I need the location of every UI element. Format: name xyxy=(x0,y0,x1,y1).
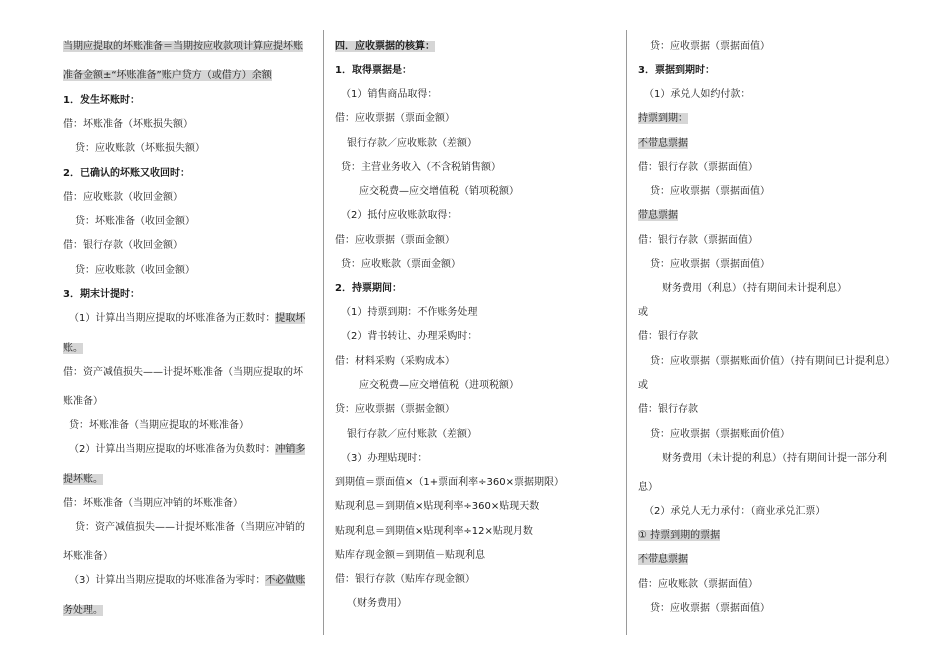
text-line xyxy=(638,481,658,494)
text-line xyxy=(335,209,457,222)
text-span: 贷：应收账款（坏账损失额） xyxy=(75,143,205,154)
text-line xyxy=(335,525,533,538)
text-line xyxy=(638,330,698,343)
text-line xyxy=(63,118,193,131)
text-span: 财务费用（利息）（持有期间未计提利息） xyxy=(662,283,847,294)
highlighted-text: 不带息票据 xyxy=(638,138,688,149)
column-divider xyxy=(626,30,627,635)
text-line xyxy=(638,40,770,53)
text-line xyxy=(638,355,895,368)
text-line xyxy=(63,312,305,325)
highlighted-text: 提取坏 xyxy=(275,313,306,324)
highlighted-text: 不必做账 xyxy=(265,575,306,586)
text-span: 应交税费—应交增值税（销项税额） xyxy=(359,186,519,197)
text-line xyxy=(335,306,477,319)
text-line xyxy=(638,64,715,77)
section-heading: 1．取得票据是： xyxy=(335,65,412,76)
text-span: （1）持票到期：不作账务处理 xyxy=(341,307,478,318)
section-heading: 1．发生坏账时： xyxy=(63,95,140,106)
text-span: 贷：应收账款（收回金额） xyxy=(75,265,195,276)
text-span: 借：应收账款（收回金额） xyxy=(63,192,183,203)
text-span: 银行存款／应收账款（差额） xyxy=(347,138,477,149)
section-heading: 2．已确认的坏账又收回时： xyxy=(63,168,190,179)
text-line xyxy=(335,112,455,125)
text-line xyxy=(638,529,720,542)
section-heading: 3．期末计提时： xyxy=(63,289,140,300)
text-span: （2）抵付应收账款取得： xyxy=(341,210,458,221)
text-line xyxy=(63,288,140,301)
text-line xyxy=(638,112,688,125)
text-span: 贴库存现金额＝到期值－贴现利息 xyxy=(335,550,485,561)
text-line xyxy=(335,161,501,174)
text-line xyxy=(63,142,205,155)
text-line xyxy=(335,428,477,441)
text-span: 借：银行存款（票据面值） xyxy=(638,162,758,173)
text-span: （3）计算出当期应提取的坏账准备为零时： xyxy=(69,575,266,586)
highlighted-text: 当期应提取的坏账准备＝当期按应收款项计算应提坏账 xyxy=(63,41,303,52)
text-line xyxy=(638,258,770,271)
text-span: 贴现利息＝到期值×贴现利率÷360×贴现天数 xyxy=(335,501,540,512)
text-span: 借：应收票据（票面金额） xyxy=(335,235,455,246)
text-line xyxy=(335,185,519,198)
text-line xyxy=(63,419,249,432)
text-line xyxy=(63,215,195,228)
text-line xyxy=(63,264,195,277)
highlighted-text: 带息票据 xyxy=(638,210,678,221)
text-span: 借：资产减值损失——计提坏账准备（当期应提取的坏 xyxy=(63,367,303,378)
text-line xyxy=(638,185,770,198)
text-line xyxy=(638,428,790,441)
text-span: 或 xyxy=(638,380,648,391)
text-line xyxy=(335,573,475,586)
text-span: 或 xyxy=(638,307,648,318)
text-line xyxy=(335,234,455,247)
text-span: （1）计算出当期应提取的坏账准备为正数时： xyxy=(69,313,276,324)
text-span: 应交税费—应交增值税（进项税额） xyxy=(359,380,519,391)
text-line xyxy=(335,597,407,610)
text-line xyxy=(335,40,435,53)
text-span: 坏账准备） xyxy=(63,551,113,562)
text-line xyxy=(335,137,477,150)
highlighted-text: 提坏账。 xyxy=(63,474,103,485)
text-span: 贷：应收账款（票面金额） xyxy=(341,259,461,270)
text-span: 贷：应收票据（票据面值） xyxy=(650,186,770,197)
text-span: 贷：坏账准备（收回金额） xyxy=(75,216,195,227)
text-line xyxy=(638,306,648,319)
text-span: 贷：主营业务收入（不含税销售额） xyxy=(341,162,501,173)
text-line xyxy=(63,94,140,107)
text-line xyxy=(335,88,437,101)
text-line xyxy=(638,234,758,247)
left-column xyxy=(63,0,315,672)
text-line xyxy=(335,500,539,513)
text-span: 借：应收票据（票面金额） xyxy=(335,113,455,124)
text-span: 贷：应收票据（票据面值） xyxy=(650,259,770,270)
text-line xyxy=(63,239,183,252)
text-span: （1）承兑人如约付款： xyxy=(644,89,751,100)
right-column xyxy=(638,0,923,672)
text-line xyxy=(63,366,303,379)
section-heading: 2．持票期间： xyxy=(335,283,402,294)
middle-column xyxy=(335,0,610,672)
text-line xyxy=(63,550,113,563)
text-span: 贷：坏账准备（当期应提取的坏账准备） xyxy=(69,420,249,431)
text-line xyxy=(335,452,427,465)
text-line xyxy=(335,282,402,295)
text-line xyxy=(335,403,455,416)
text-line xyxy=(335,355,455,368)
section-heading: 3．票据到期时： xyxy=(638,65,715,76)
text-line xyxy=(335,258,461,271)
highlighted-text: ① 持票到期的票据 xyxy=(638,530,721,541)
text-span: 借：应收账款（票据面值） xyxy=(638,579,758,590)
text-line xyxy=(335,549,485,562)
text-line xyxy=(638,602,770,615)
highlighted-text: 冲销多 xyxy=(275,444,306,455)
text-line xyxy=(335,64,412,77)
highlighted-text: 持票到期： xyxy=(638,113,688,124)
text-line xyxy=(335,476,564,489)
text-line xyxy=(638,88,750,101)
text-span: 借：银行存款（票据面值） xyxy=(638,235,758,246)
text-line xyxy=(63,191,183,204)
text-line xyxy=(335,330,477,343)
highlighted-text: 准备金额±“坏账准备”账户贷方（或借方）余额 xyxy=(63,70,272,81)
text-span: 贷：应收票据（票据面值） xyxy=(650,603,770,614)
text-line xyxy=(638,553,688,566)
text-span: 贴现利息＝到期值×贴现利率÷12×贴现月数 xyxy=(335,526,533,537)
text-span: 息） xyxy=(638,482,658,493)
text-line xyxy=(638,209,678,222)
highlighted-text: 账。 xyxy=(63,343,83,354)
text-span: 财务费用（未计提的利息）（持有期间计提一部分利 xyxy=(662,453,887,464)
text-line xyxy=(63,497,243,510)
text-span: 贷：应收票据（票据账面价值） xyxy=(650,429,790,440)
text-line xyxy=(638,452,887,465)
text-span: 借：银行存款 xyxy=(638,331,698,342)
text-line xyxy=(638,578,758,591)
text-span: 到期值＝票面值×（1+票面利率÷360×票据期限） xyxy=(335,477,564,488)
highlighted-text: 四．应收票据的核算： xyxy=(335,41,435,52)
text-span: 借：坏账准备（当期应冲销的坏账准备） xyxy=(63,498,243,509)
text-span: 借：材料采购（采购成本） xyxy=(335,356,455,367)
text-span: 借：银行存款（贴库存现金额） xyxy=(335,574,475,585)
text-line xyxy=(638,161,758,174)
text-span: 贷：资产减值损失——计提坏账准备（当期应冲销的 xyxy=(75,522,305,533)
highlighted-text: 务处理。 xyxy=(63,605,103,616)
text-span: （2）承兑人无力承付：（商业承兑汇票） xyxy=(644,506,826,517)
highlighted-text: 不带息票据 xyxy=(638,554,688,565)
text-line xyxy=(63,69,272,82)
text-line xyxy=(63,443,305,456)
text-line xyxy=(335,379,519,392)
text-line xyxy=(638,282,847,295)
text-line xyxy=(63,574,305,587)
text-line xyxy=(63,40,303,53)
text-span: 账准备） xyxy=(63,396,103,407)
text-line xyxy=(638,379,648,392)
text-span: 银行存款／应付账款（差额） xyxy=(347,429,477,440)
text-span: 贷：应收票据（票据金额） xyxy=(335,404,455,415)
text-line xyxy=(638,403,698,416)
text-span: （3）办理贴现时： xyxy=(341,453,428,464)
text-span: 借：银行存款（收回金额） xyxy=(63,240,183,251)
text-span: 贷：应收票据（票据账面价值）（持有期间已计提利息） xyxy=(650,356,895,367)
text-line xyxy=(63,521,305,534)
column-divider xyxy=(323,30,324,635)
text-line xyxy=(63,604,103,617)
text-span: （财务费用） xyxy=(347,598,407,609)
text-line xyxy=(63,167,190,180)
text-span: （1）销售商品取得： xyxy=(341,89,438,100)
text-span: 借：坏账准备（坏账损失额） xyxy=(63,119,193,130)
text-span: 贷：应收票据（票据面值） xyxy=(650,41,770,52)
text-line xyxy=(63,342,83,355)
text-span: （2）背书转让、办理采购时： xyxy=(341,331,478,342)
text-span: （2）计算出当期应提取的坏账准备为负数时： xyxy=(69,444,276,455)
text-span: 借：银行存款 xyxy=(638,404,698,415)
text-line xyxy=(63,395,103,408)
text-line xyxy=(638,505,825,518)
text-line xyxy=(638,137,688,150)
text-line xyxy=(63,473,103,486)
